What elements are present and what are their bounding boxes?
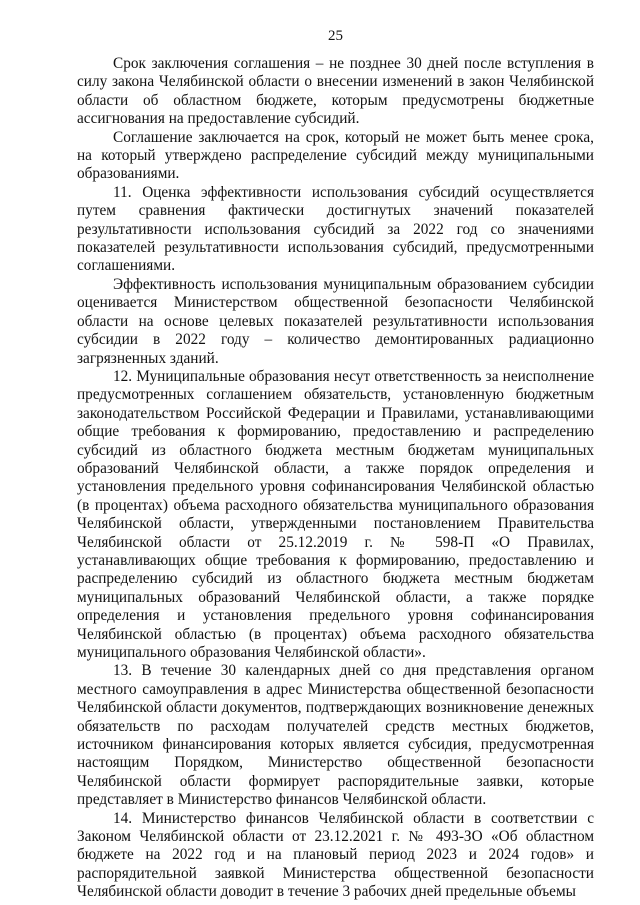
paragraph-agreement-term: Срок заключения соглашения – не позднее 30 дней после вступления в силу закона Челябинской области о внесении изменений в закон Челябинской области об областном бюджете, которым предусмотрены бюджетные ассигнования на предоставление субсидий. bbox=[77, 55, 594, 128]
paragraph-agreement-duration: Соглашение заключается на срок, который не может быть менее срока, на который утверждено распределение субсидий между муниципальными образованиями. bbox=[77, 128, 594, 183]
paragraph-14-finance-ministry: 14. Министерство финансов Челябинской области в соответствии с Законом Челябинской области от 23.12.2021 г. № 493-ЗО «Об областном бюджете на 2022 год и на плановый период 2023 и 2024 годов» и распорядительной заявкой Министерства общественной безопасности Челябинской области доводит в течение 3 рабочих дней предельные объемы bbox=[77, 809, 594, 901]
page-number: 25 bbox=[328, 28, 343, 44]
paragraph-12-responsibility: 12. Муниципальные образования несут ответственность за неисполнение предусмотренных соглашением обязательств, установленную бюджетным законодательством Российской Федерации и Правилами, устанавливающими общие требования к формированию, предоставлению и распределению субсидий из областного бюджета местным бюджетам муниципальных образований Челябинской области, а также порядок определения и установления предельного уровня софинансирования Челябинской областью (в процентах) объема расходного обязательства муниципального образования Челябинской области, утвержденными постановлением Правительства Челябинской области от 25.12.2019 г. № 598-П «О Правилах, устанавливающих общие требования к формированию, предоставлению и распределению субсидий из областного бюджета местным бюджетам муниципальных образований Челябинской области, а также порядке определения и установления предельного уровня софинансирования Челябинской областью (в процентах) объема расходного обязательства муниципального образования Челябинской области». bbox=[77, 367, 594, 661]
paragraph-11-efficiency-assessment: 11. Оценка эффективности использования субсидий осуществляется путем сравнения фактически достигнутых значений показателей результативности использования субсидий за 2022 год со значениями показателей результативности использования субсидий, предусмотренными соглашениями. bbox=[77, 183, 594, 275]
paragraph-13-payment-requests: 13. В течение 30 календарных дней со дня представления органом местного самоуправления в адрес Министерства общественной безопасности Челябинской области документов, подтверждающих возникновение денежных обязательств по расходам получателей средств местных бюджетов, источником финансирования которых является субсидия, предусмотренная настоящим Порядком, Министерство общественной безопасности Челябинской области формирует распорядительные заявки, которые представляет в Министерство финансов Челябинской области. bbox=[77, 662, 594, 809]
paragraph-efficiency-indicators: Эффективность использования муниципальным образованием субсидии оценивается Министерством общественной безопасности Челябинской области на основе целевых показателей результативности использования субсидии в 2022 году – количество демонтированных радиационно загрязненных зданий. bbox=[77, 275, 594, 367]
